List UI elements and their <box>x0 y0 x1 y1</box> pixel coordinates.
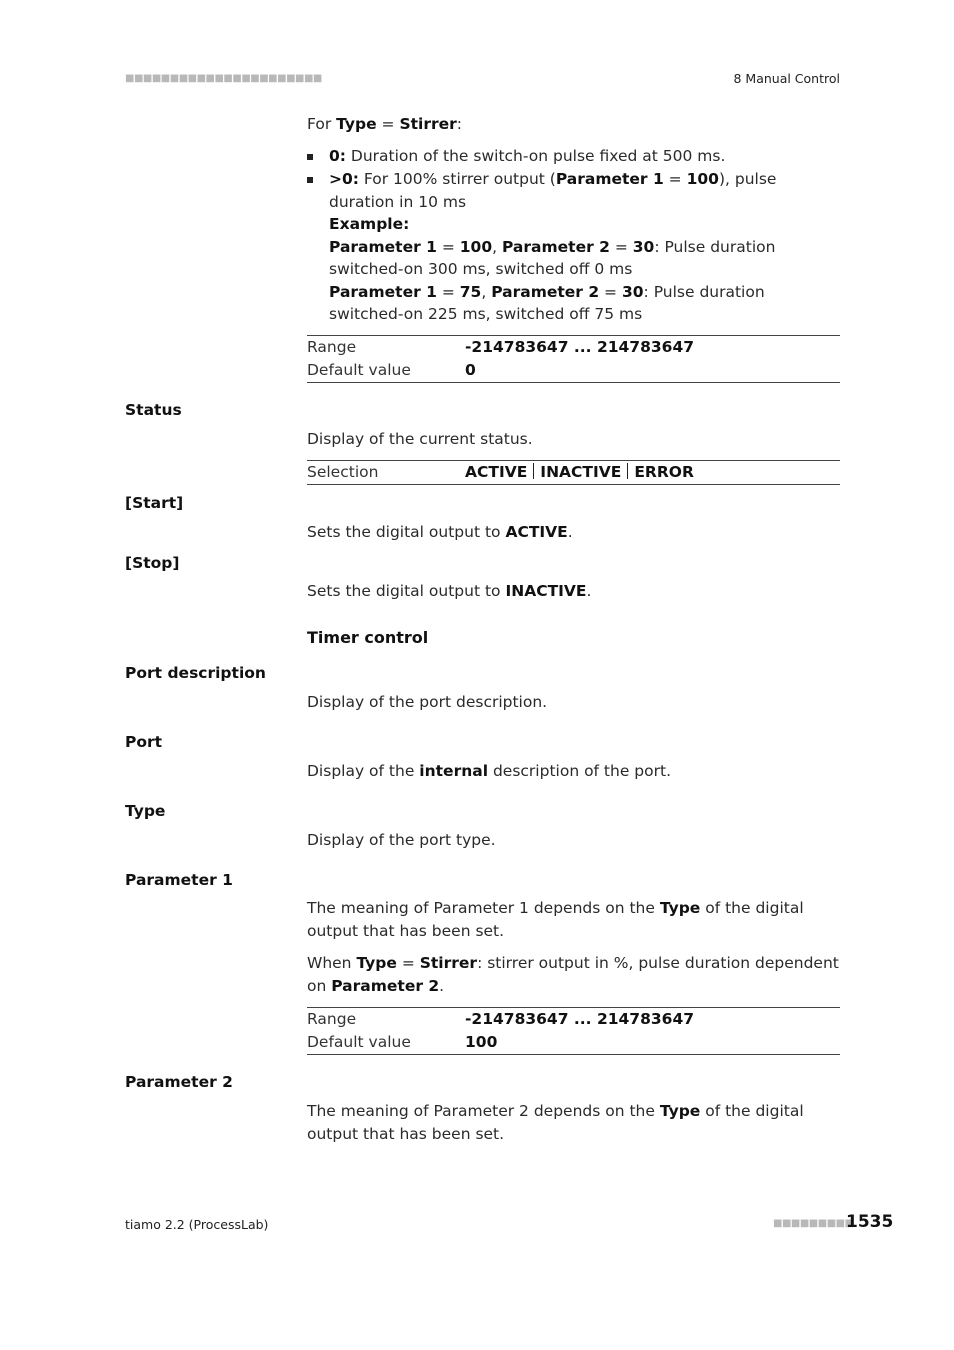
bullet-item: 0: Duration of the switch-on pulse fixed at 500 ms. <box>307 145 840 168</box>
default-label: Default value <box>307 1033 411 1051</box>
intro-line: For Type = Stirrer: <box>307 115 463 133</box>
port-text: Display of the internal description of the port. <box>307 762 671 780</box>
selection-label: Selection <box>307 463 379 481</box>
example-label: Example: <box>329 215 410 233</box>
default-label: Default value <box>307 361 411 379</box>
type-text: Display of the port type. <box>307 831 496 849</box>
term-status: Status <box>125 401 182 419</box>
range-value: -214783647 ... 214783647 <box>465 338 695 356</box>
term-start: [Start] <box>125 494 184 512</box>
footer-product: tiamo 2.2 (ProcessLab) <box>125 1217 269 1232</box>
bullet-item <box>307 168 840 328</box>
example-1: Parameter 1 = 100, Parameter 2 = 30: Pulse duration switched-on 300 ms, switched off 0 ms <box>329 237 776 278</box>
footer-decoration: ■■■■■■■■■ <box>773 1218 854 1229</box>
range-label: Range <box>307 338 357 356</box>
port-description-text: Display of the port description. <box>307 693 548 711</box>
header-section-title: 8 Manual Control <box>733 71 840 86</box>
selection-table <box>307 460 840 485</box>
default-value: 0 <box>465 361 476 379</box>
term-type: Type <box>125 802 166 820</box>
example-2: Parameter 1 = 75, Parameter 2 = 30: Pulse duration switched-on 225 ms, switched off 75 ms <box>329 282 765 323</box>
page-number: 1535 <box>846 1212 894 1232</box>
range-label: Range <box>307 1010 357 1028</box>
value-table <box>307 1007 840 1055</box>
header-decoration: ■■■■■■■■■■■■■■■■■■■■■■ <box>125 73 322 84</box>
term-port: Port <box>125 733 163 751</box>
table-row <box>307 359 840 382</box>
bullet-marker <box>307 177 313 183</box>
section-heading-timer-control: Timer control <box>307 628 429 647</box>
term-stop: [Stop] <box>125 554 180 572</box>
bullet-text: >0: For 100% stirrer output (Parameter 1 = 100), pulse duration in 10 ms <box>329 170 777 211</box>
term-parameter-2: Parameter 2 <box>125 1073 233 1091</box>
bullet-marker <box>307 154 313 160</box>
parameter-2-text: The meaning of Parameter 2 depends on the Type of the digital output that has been set. <box>307 1102 804 1143</box>
status-description: Display of the current status. <box>307 430 533 448</box>
table-row <box>307 1031 840 1054</box>
parameter-1-when-text: When Type = Stirrer: stirrer output in %, pulse duration dependent on Parameter 2. <box>307 954 839 995</box>
parameter-1-text: The meaning of Parameter 1 depends on the Type of the digital output that has been set. <box>307 899 804 940</box>
selection-values: ACTIVE INACTIVE ERROR <box>465 463 694 481</box>
table-row <box>307 461 840 484</box>
term-parameter-1: Parameter 1 <box>125 871 233 889</box>
value-table <box>307 335 840 383</box>
stop-description: Sets the digital output to INACTIVE. <box>307 582 592 600</box>
default-value: 100 <box>465 1033 498 1051</box>
start-description: Sets the digital output to ACTIVE. <box>307 523 573 541</box>
term-port-description: Port description <box>125 664 266 682</box>
table-row <box>307 336 840 359</box>
table-row <box>307 1008 840 1031</box>
range-value: -214783647 ... 214783647 <box>465 1010 695 1028</box>
